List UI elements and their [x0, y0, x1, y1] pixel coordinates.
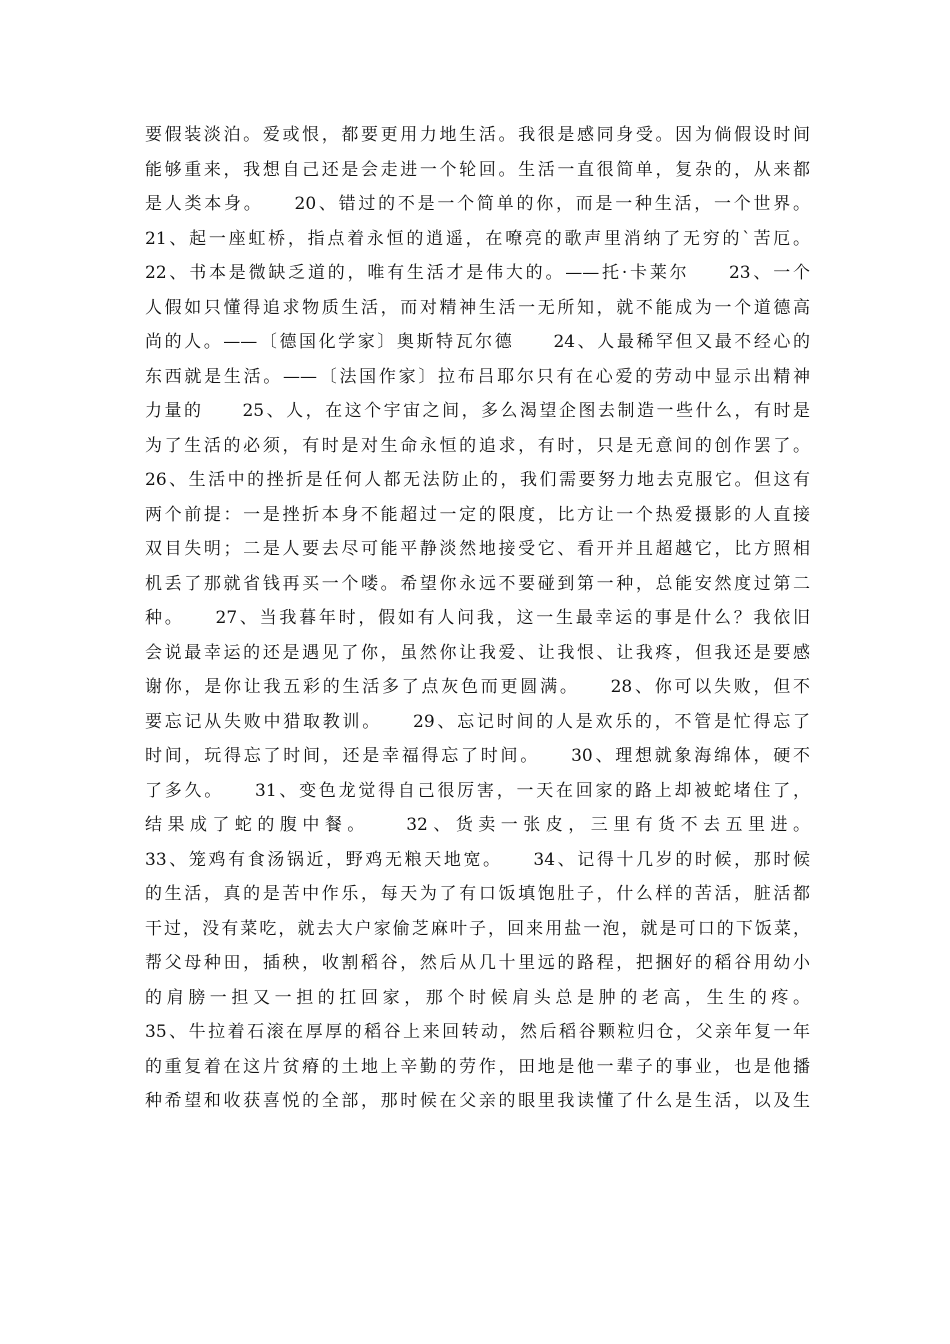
text-line: 种。 27、当我暮年时，假如有人问我，这一生最幸运的事是什么？我依旧 [145, 608, 810, 628]
text-line: 33、笼鸡有食汤锅近，野鸡无粮天地宽。 34、记得十几岁的时候，那时候 [145, 849, 810, 870]
document-body [145, 118, 810, 1119]
text-line: 了多久。 31、变色龙觉得自己很厉害，一天在回家的路上却被蛇堵住了， [145, 780, 810, 801]
text-line: 时间，玩得忘了时间，还是幸福得忘了时间。 30、理想就象海绵体，硬不 [145, 746, 810, 766]
text-line: 帮父母种田，插秧，收割稻谷，然后从几十里远的路程，把捆好的稻谷用幼小 [145, 953, 810, 973]
text-line: 会说最幸运的还是遇见了你，虽然你让我爱、让我恨、让我疼，但我还是要感 [145, 642, 810, 663]
text-line: 26、生活中的挫折是任何人都无法防止的，我们需要努力地去克服它。但这有 [145, 470, 810, 490]
text-line: 结果成了蛇的腹中餐。 32、货卖一张皮，三里有货不去五里进。 [145, 815, 810, 835]
text-line: 种希望和收获喜悦的全部，那时候在父亲的眼里我读懂了什么是生活，以及生 [145, 1091, 810, 1111]
text-line: 21、起一座虹桥，指点着永恒的逍遥，在嘹亮的歌声里消纳了无穷的`苦厄。 [145, 228, 810, 249]
text-line: 双目失明；二是人要去尽可能平静淡然地接受它、看开并且超越它，比方照相 [145, 539, 810, 559]
text-line: 谢你，是你让我五彩的生活多了点灰色而更圆满。 28、你可以失败，但不 [145, 677, 810, 697]
text-line: 尚的人。——〔德国化学家〕奥斯特瓦尔德 24、人最稀罕但又最不经心的 [145, 332, 810, 352]
text-line: 东西就是生活。——〔法国作家〕拉布吕耶尔只有在心爱的劳动中显示出精神 [145, 366, 810, 387]
text-line: 人假如只懂得追求物质生活，而对精神生活一无所知，就不能成为一个道德高 [145, 297, 810, 318]
text-line: 的肩膀一担又一担的扛回家，那个时候肩头总是肿的老高，生生的疼。 [145, 987, 810, 1008]
text-line: 22、书本是微缺乏道的，唯有生活才是伟大的。——托·卡莱尔 23、一个 [145, 263, 810, 283]
text-line: 35、牛拉着石滚在厚厚的稻谷上来回转动，然后稻谷颗粒归仓，父亲年复一年 [145, 1022, 810, 1042]
text-line: 干过，没有菜吃，就去大户家偷芝麻叶子，回来用盐一泡，就是可口的下饭菜， [145, 918, 810, 939]
text-line: 力量的 25、人，在这个宇宙之间，多么渴望企图去制造一些什么，有时是 [145, 401, 810, 421]
text-line: 要假装淡泊。爱或恨，都要更用力地生活。我很是感同身受。因为倘假设时间 [145, 125, 810, 145]
text-line: 为了生活的必须，有时是对生命永恒的追求，有时，只是无意间的创作罢了。 [145, 435, 810, 456]
text-line: 的生活，真的是苦中作乐，每天为了有口饭填饱肚子，什么样的苦活，脏活都 [145, 884, 810, 904]
text-line: 要忘记从失败中猎取教训。 29、忘记时间的人是欢乐的，不管是忙得忘了 [145, 711, 810, 732]
text-line: 的重复着在这片贫瘠的土地上辛勤的劳作，田地是他一辈子的事业，也是他播 [145, 1056, 810, 1077]
text-line: 是人类本身。 20、错过的不是一个简单的你，而是一种生活，一个世界。 [145, 194, 810, 214]
text-line: 能够重来，我想自己还是会走进一个轮回。生活一直很简单，复杂的，从来都 [145, 159, 810, 180]
text-line: 两个前提：一是挫折本身不能超过一定的限度，比方让一个热爱摄影的人直接 [145, 504, 810, 525]
text-line: 机丢了那就省钱再买一个喽。希望你永远不要碰到第一种，总能安然度过第二 [145, 573, 810, 594]
